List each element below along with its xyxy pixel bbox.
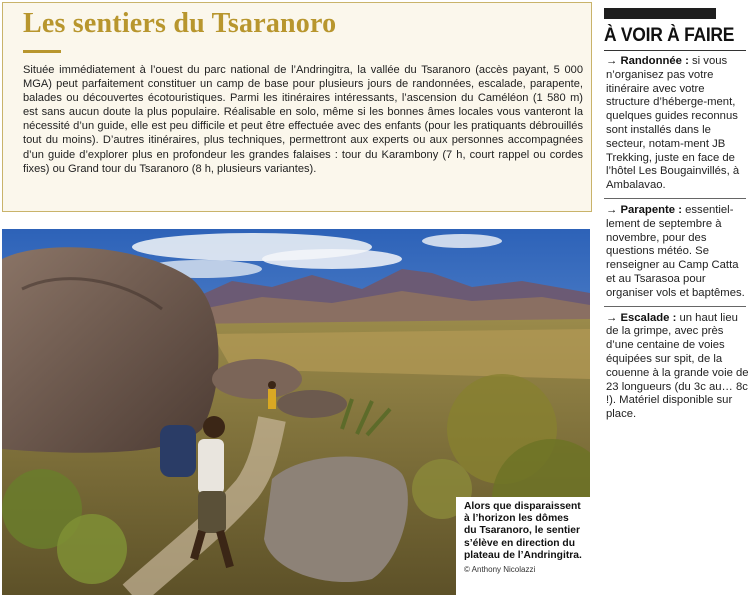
photo-caption: Alors que disparaissent à l’horizon les dômes du Tsaranoro, le sentier s’élève en direction du plateau de l’Andringitra. — [464, 501, 582, 561]
sidebar — [604, 8, 750, 422]
entry-text: un haut lieu de la grimpe, avec près d’une centaine de voies équipées sur spit, de la couenne à la grande voie de 23 longueurs (du 3c au… 8c !). Matériel disponible sur place. — [606, 311, 749, 421]
arrow-icon: → — [606, 203, 618, 216]
photo-caption-box — [456, 497, 590, 595]
article-title: Les sentiers du Tsaranoro — [23, 8, 337, 39]
article-body: Située immédiatement à l’ouest du parc national de l’Andringitra, la vallée du Tsaranoro (accès payant, 5 000 MGA) peut parfaitement constituer un camp de base pour plusieurs jours de randonnées, escalade, parapente, balades ou découvertes écotouristiques. Parmi les itinéraires intéressants, l’ascension du Caméléon (1 580 m) est sans aucun doute la plus populaire. Réalisable en solo, même si les bonnes âmes locales vous vanteront la nécessité d’un guide, elle est peu difficile et peut être effectuée avec des enfants (pour les pratiquants débrouillés tout du moins). D’autres itinéraires, plus techniques, permettront aux experts ou aux personnes accompagnées d’un guide d’explorer plus en profondeur les grandes falaises : tour du Karambony (7 h, court rappel ou cordes fixes) ou Grand tour du Tsaranoro (8 h, plusieurs variantes). — [23, 64, 583, 175]
title-rule — [23, 50, 61, 53]
entry-head: Escalade : — [620, 311, 677, 324]
entry-head: Parapente : — [620, 203, 682, 216]
entry-randonnee — [604, 55, 750, 193]
arrow-icon: → — [606, 311, 618, 324]
article-box — [2, 2, 592, 212]
photo-credit: © Anthony Nicolazzi — [464, 565, 536, 575]
entry-text: si vous n’organisez pas votre itinéraire avec votre structure d’héberge-ment, quelques guides reconnus sont installés dans le secteur, notam-ment JB Trekking, juste en face de l’hôtel Les Bougainvillés, à Ambalavao. — [606, 55, 740, 192]
entry-divider — [604, 306, 746, 307]
arrow-icon: → — [606, 55, 618, 67]
entry-divider — [604, 198, 746, 199]
sidebar-bar — [604, 8, 716, 19]
entry-head: Randonnée : — [620, 55, 689, 67]
entry-parapente — [604, 204, 750, 301]
sidebar-title: À VOIR À FAIRE — [604, 25, 735, 46]
entry-escalade — [604, 312, 750, 422]
entry-text: essentiel-lement de septembre à novembre, pour des questions météo. Se renseigner au Camp Catta et au Tsarasoa pour organiser vols et baptêmes. — [606, 203, 745, 299]
sidebar-rule — [604, 50, 746, 51]
